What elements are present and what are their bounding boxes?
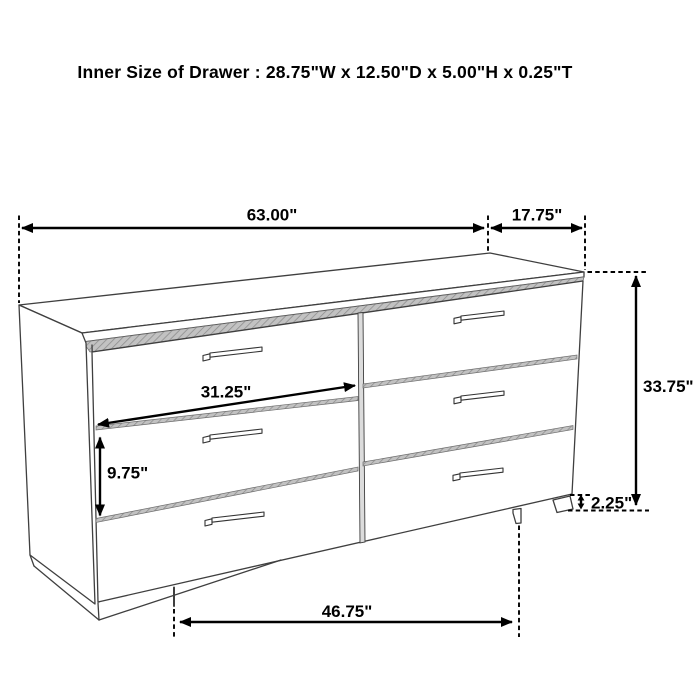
dresser-body <box>19 253 584 620</box>
dim-top-depth <box>491 206 582 229</box>
dim-top-width-label: 63.00" <box>246 205 298 225</box>
dim-drawer-height-label: 9.75" <box>107 463 149 483</box>
diagram-title: Inner Size of Drawer : 28.75"W x 12.50"D x 5.00"H x 0.25"T <box>77 62 573 82</box>
dim-leg-spacing <box>180 602 512 622</box>
dim-drawer-width-label: 31.25" <box>200 382 252 402</box>
dim-top-width <box>22 206 484 229</box>
plinth-front-corner <box>98 603 99 620</box>
dim-overall-height <box>636 276 694 505</box>
dim-base-height-label: 2.25" <box>591 493 633 513</box>
front-right-leg <box>513 509 521 524</box>
dim-top-depth-label: 17.75" <box>511 205 563 225</box>
left-side-panel <box>19 305 95 604</box>
dim-base-height-arrowhead-down <box>578 504 585 510</box>
dim-overall-height-label: 33.75" <box>643 377 694 396</box>
dim-leg-spacing-label: 46.75" <box>321 602 373 621</box>
